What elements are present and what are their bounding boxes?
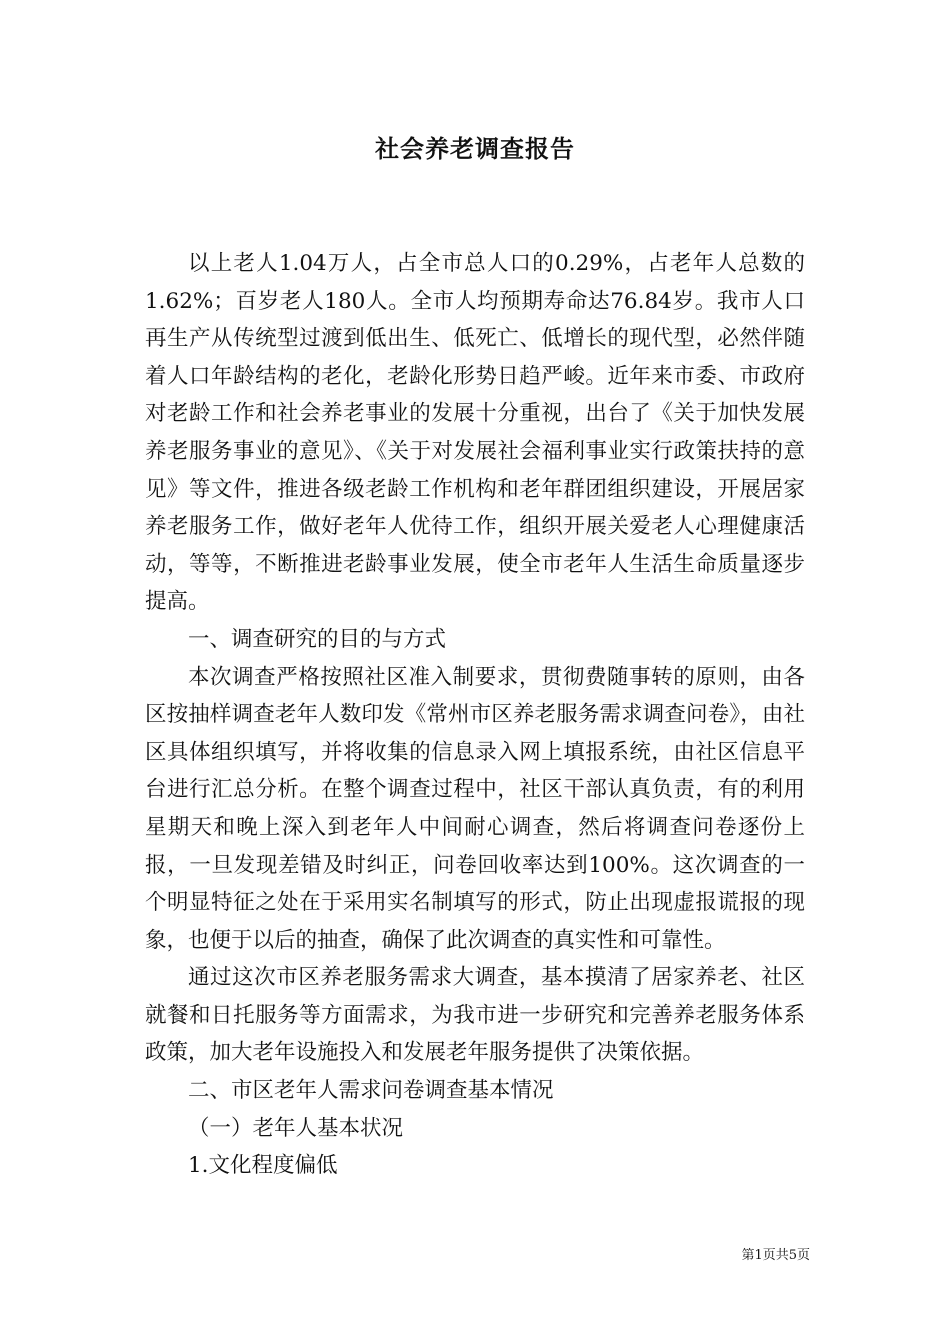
- document-title: 社会养老调查报告: [375, 134, 575, 163]
- page-number: 第1页共5页: [741, 1248, 810, 1263]
- section-heading-purpose-method: 一、调查研究的目的与方式: [188, 626, 447, 652]
- document-body: [145, 245, 805, 1185]
- paragraph-population-overview: 以上老人1.04万人，占全市总人口的0.29%，占老年人总数的1.62%；百岁老人180人。全市人均预期寿命达76.84岁。我市人口再生产从传统型过渡到低出生、低死亡、低增长的现代型，必然伴随着人口年龄结构的老化，老龄化形势日趋严峻。近年来市委、市政府对老龄工作和社会养老事业的发展十分重视，出台了《关于加快发展养老服务事业的意见》、《关于对发展社会福利事业实行政策扶持的意见》等文件，推进各级老龄工作机构和老年群团组织建设，开展居家养老服务工作，做好老年人优待工作，组织开展关爱老人心理健康活动，等等，不断推进老龄事业发展，使全市老年人生活生命质量逐步提高。: [145, 251, 805, 615]
- subsection-heading-elderly-status: （一）老年人基本状况: [188, 1115, 404, 1141]
- item-heading-education-level: 1.文化程度偏低: [188, 1153, 338, 1179]
- paragraph-survey-outcome: 通过这次市区养老服务需求大调查，基本摸清了居家养老、社区就餐和日托服务等方面需求，为我市进一步研究和完善养老服务体系政策，加大老年设施投入和发展老年服务提供了决策依据。: [145, 965, 805, 1066]
- section-heading-survey-basics: 二、市区老年人需求问卷调查基本情况: [188, 1078, 554, 1104]
- paragraph-survey-method: 本次调查严格按照社区准入制要求，贯彻费随事转的原则，由各区按抽样调查老年人数印发《常州市区养老服务需求调查问卷》，由社区具体组织填写，并将收集的信息录入网上填报系统，由社区信息平台进行汇总分析。在整个调查过程中，社区干部认真负责，有的利用星期天和晚上深入到老年人中间耐心调查，然后将调查问卷逐份上报，一旦发现差错及时纠正，问卷回收率达到100%。这次调查的一个明显特征之处在于采用实名制填写的形式，防止出现虚报谎报的现象，也便于以后的抽查，确保了此次调查的真实性和可靠性。: [145, 664, 805, 953]
